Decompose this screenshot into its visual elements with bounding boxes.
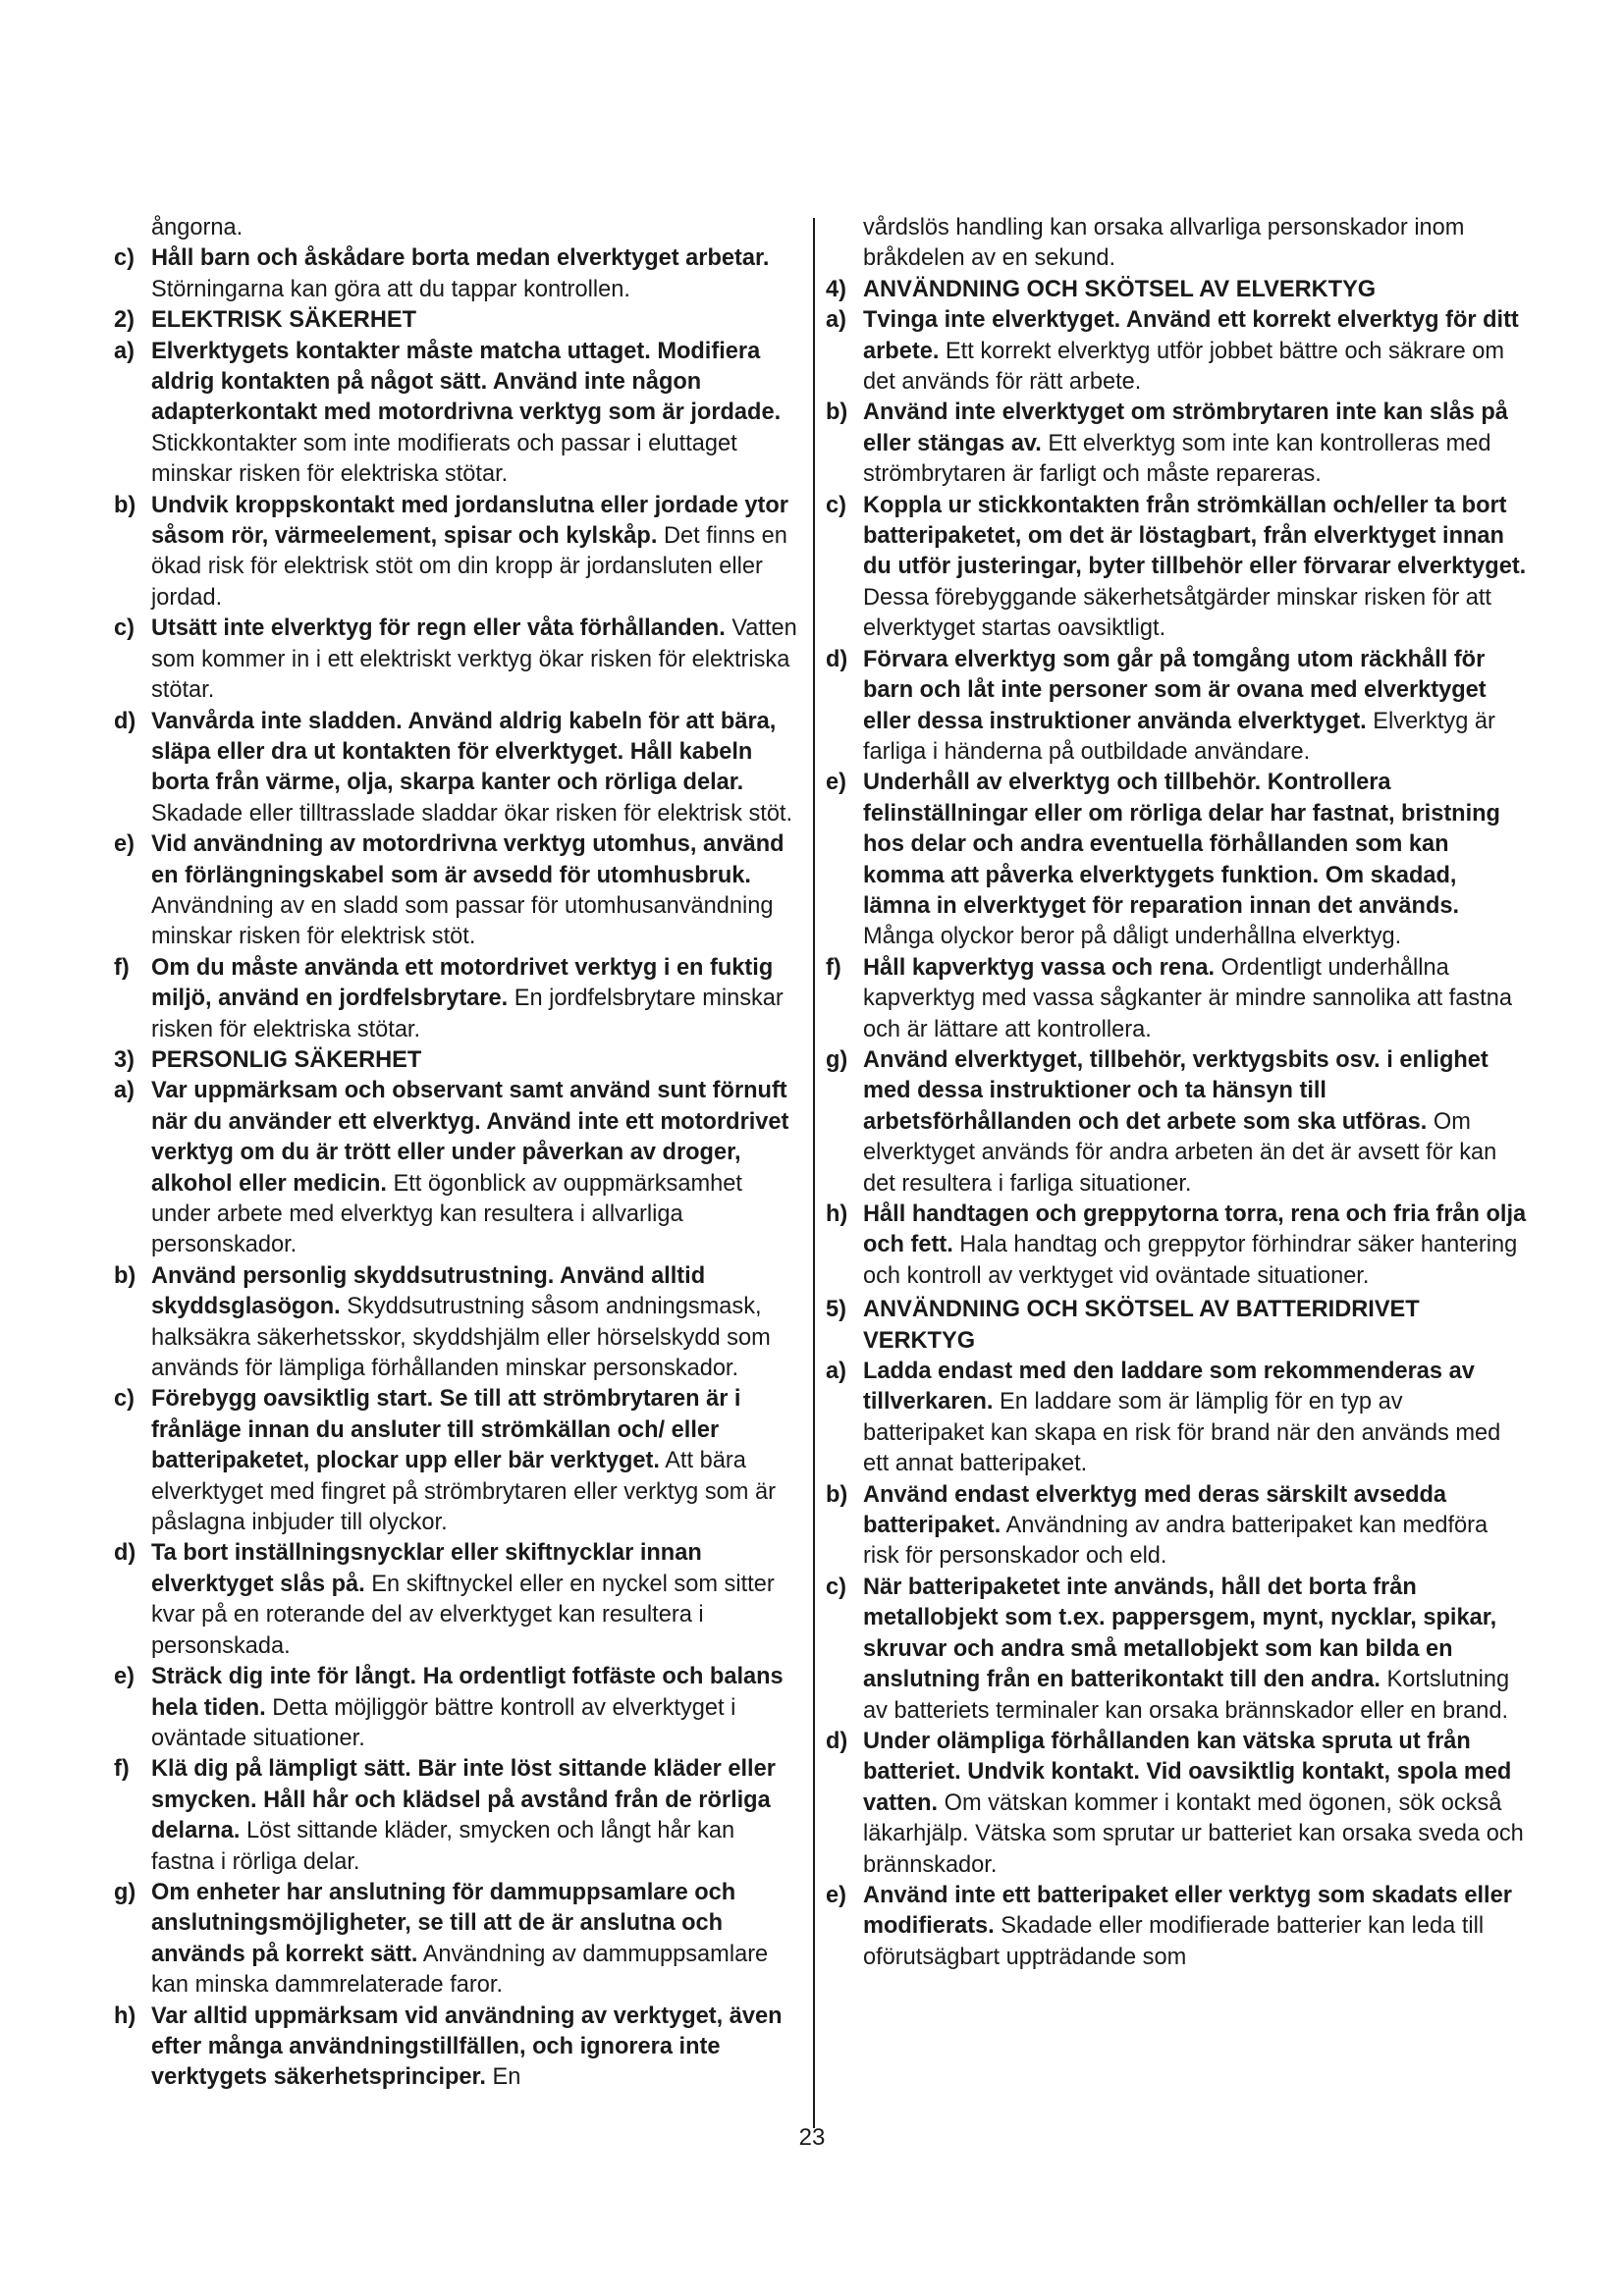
item-label: e) [826, 1882, 846, 1908]
section-heading [826, 1295, 1528, 1357]
item-bold: Klä dig på lämpligt sätt. Bär inte löst sittande kläder eller smycken. Håll hår och klädsel på avstånd från de rörliga delarna. [151, 1756, 776, 1844]
list-item [826, 305, 1528, 398]
item-text: Ett korrekt elverktyg utför jobbet bättre och säkrare om det används för rätt arbete. [863, 338, 1505, 396]
item-label: h) [114, 2002, 136, 2029]
list-item [114, 491, 801, 614]
list-item [826, 1881, 1528, 1973]
item-bold: Använd personlig skyddsutrustning. Använd alltid skyddsglasögon. [151, 1262, 706, 1320]
item-bold: Förebygg oavsiktlig start. Se till att strömbrytaren är i frånläge innan du ansluter till strömkällan och/ eller batteripaketet, plockar upp eller bär verktyget. [151, 1386, 741, 1474]
item-bold: Ta bort inställningsnycklar eller skiftnycklar innan elverktyget slås på. [151, 1540, 702, 1597]
list-item [826, 1045, 1528, 1200]
item-text: Dessa förebyggande säkerhetsåtgärder minskar risken för att elverktyget startas oavsiktligt. [863, 584, 1491, 642]
item-text: Många olyckor beror på dåligt underhållna elverktyg. [863, 924, 1402, 950]
item-text: Vatten som kommer in i ett elektriskt verktyg ökar risken för elektriska stötar. [151, 615, 797, 704]
item-bold: Om du måste använda ett motordrivet verktyg i en fuktig miljö, använd en jordfelsbrytare. [151, 954, 774, 1012]
item-text: Störningarna kan göra att du tappar kontrollen. [151, 276, 630, 302]
item-label: b) [114, 492, 136, 518]
item-bold: Ladda endast med den laddare som rekommenderas av tillverkaren. [863, 1359, 1475, 1415]
list-item [826, 768, 1528, 952]
item-label: b) [114, 1262, 136, 1289]
item-bold: Använd elverktyget, tillbehör, verktygsbits osv. i enlighet med dessa instruktioner och ta hänsyn till arbetsförhållanden och det arbete som ska utföras. [863, 1046, 1489, 1135]
item-label: c) [114, 1386, 135, 1413]
item-text: Löst sittande kläder, smycken och långt hår kan fastna i rörliga delar. [151, 1818, 735, 1875]
item-label: f) [114, 1756, 130, 1783]
page-number: 23 [798, 2124, 826, 2151]
item-text: Skyddsutrustning såsom andningsmask, halksäkra säkerhetsskor, skyddshjälm eller hörselskydd som används för lämpliga förhållanden minskar personskador. [151, 1294, 771, 1382]
item-bold: Använd endast elverktyg med deras särskilt avsedda batteripaket. [863, 1481, 1447, 1539]
list-item [826, 1727, 1528, 1881]
list-item [114, 337, 801, 491]
item-label: d) [826, 646, 848, 672]
item-label: e) [114, 831, 135, 858]
list-item [114, 829, 801, 953]
item-label: f) [114, 954, 130, 981]
item-label: f) [826, 954, 841, 981]
item-bold: Håll kapverktyg vassa och rena. [863, 954, 1216, 981]
item-bold: Var alltid uppmärksam vid användning av verktyget, även efter många användningstillfällen, och ignorera inte verktygets säkerhetsprinciper. [151, 2002, 783, 2091]
list-item [114, 1076, 801, 1260]
item-bold: Elverktygets kontakter måste matcha uttaget. Modifiera aldrig kontakten på något sätt. Använd inte någon adapterkontakt med motordrivna verktyg som är jordade. [151, 338, 782, 426]
list-item [826, 1200, 1528, 1292]
item-label: h) [826, 1201, 848, 1227]
list-item [826, 953, 1528, 1045]
list-item [114, 1662, 801, 1754]
right-column [826, 213, 1528, 1973]
item-bold: Undvik kroppskontakt med jordanslutna eller jordade ytor såsom rör, värmeelement, spisar och kylskåp. [151, 492, 788, 550]
section-title: PERSONLIG SÄKERHET [151, 1046, 422, 1073]
section-title: ANVÄNDNING OCH SKÖTSEL AV BATTERIDRIVET VERKTYG [863, 1297, 1420, 1354]
section-title: ANVÄNDNING OCH SKÖTSEL AV ELVERKTYG [863, 276, 1377, 302]
list-item [114, 1261, 801, 1385]
item-text: En skiftnyckel eller en nyckel som sitter kvar på en roterande del av elverktyget kan resultera i personskada. [151, 1571, 775, 1659]
item-bold: Koppla ur stickkontakten från strömkällan och/eller ta bort batteripaketet, om det är löstagbart, från elverktyget innan du utför justeringar, byter tillbehör eller förvarar elverktyget. [863, 492, 1527, 580]
item-label: a) [826, 1359, 846, 1385]
section-number: 2) [114, 307, 135, 334]
item-bold: Vanvårda inte sladden. Använd aldrig kabeln för att bära, släpa eller dra ut kontakten för elverktyget. Håll kabeln borta från värme, olja, skarpa kanter och rörliga delar. [151, 708, 777, 796]
list-item [114, 1384, 801, 1538]
item-bold: Håll barn och åskådare borta medan elverktyget arbetar. [151, 245, 770, 272]
item-text: En jordfelsbrytare minskar risken för elektriska stötar. [151, 986, 784, 1042]
column-divider [813, 218, 815, 2128]
item-text: Ett elverktyg som inte kan kontrolleras med strömbrytaren är farligt och måste repareras. [863, 430, 1491, 488]
item-bold: Underhåll av elverktyg och tillbehör. Kontrollera felinställningar eller om rörliga delar har fastnat, bristning hos delar och andra eventuella förhållanden som kan komma att påverka elverktygets funktion. Om skadad, lämna in elverktyget för reparation innan det används. [863, 770, 1500, 919]
item-label: c) [114, 245, 135, 272]
item-bold: Sträck dig inte för långt. Ha ordentligt fotfäste och balans hela tiden. [151, 1664, 784, 1721]
section-heading [826, 275, 1528, 305]
list-item [114, 614, 801, 706]
item-label: e) [114, 1664, 135, 1690]
item-label: c) [826, 1574, 846, 1600]
item-bold: Tvinga inte elverktyget. Använd ett korrekt elverktyg för ditt arbete. [863, 307, 1519, 364]
list-item [114, 243, 801, 305]
section-heading [114, 1045, 801, 1076]
item-text: Det finns en ökad risk för elektrisk stöt om din kropp är jordansluten eller jordad. [151, 523, 787, 611]
item-text: Skadade eller modifierade batterier kan leda till oförutsägbart uppträdande som [863, 1913, 1485, 1970]
list-item [114, 1538, 801, 1662]
section-number: 4) [826, 276, 846, 302]
item-text: Om vätskan kommer i kontakt med ögonen, sök också läkarhjälp. Vätska som sprutar ur batteriet kan orsaka sveda och brännskador. [863, 1789, 1524, 1878]
item-label: b) [826, 1481, 848, 1508]
item-label: b) [826, 400, 848, 426]
section-number: 3) [114, 1046, 135, 1073]
item-bold: Var uppmärksam och observant samt använd sunt förnuft när du använder ett elverktyg. Använd inte ett motordrivet verktyg om du är trött eller under påverkan av droger, alkohol eller medicin. [151, 1078, 789, 1197]
item-bold: När batteripaketet inte används, håll det borta från metallobjekt som t.ex. pappersgem, mynt, nycklar, spikar, skruvar och andra små metallobjekt som kan bilda en anslutning från en batterikontakt till den andra. [863, 1574, 1497, 1693]
item-label: c) [826, 492, 846, 518]
item-bold: Om enheter har anslutning för dammuppsamlare och anslutningsmöjligheter, se till att de är anslutna och används på korrekt sätt. [151, 1879, 736, 1967]
item-label: a) [826, 307, 846, 334]
item-text: Ett ögonblick av ouppmärksamhet under arbete med elverktyg kan resultera i allvarliga personskador. [151, 1170, 742, 1258]
item-text: Detta möjliggör bättre kontroll av elverktyget i oväntade situationer. [151, 1694, 736, 1751]
item-bold: Utsätt inte elverktyg för regn eller våta förhållanden. [151, 615, 726, 642]
item-bold: Använd inte elverktyget om strömbrytaren inte kan slås på eller stängas av. [863, 400, 1508, 456]
list-item [826, 398, 1528, 490]
item-label: c) [114, 615, 135, 642]
item-label: g) [826, 1046, 848, 1073]
item-label: d) [114, 1540, 136, 1567]
item-bold: Använd inte ett batteripaket eller verktyg som skadats eller modifierats. [863, 1882, 1512, 1940]
item-text: Elverktyg är farliga i händerna på outbildade användare. [863, 708, 1495, 765]
item-label: d) [114, 708, 136, 734]
item-label: g) [114, 1879, 136, 1905]
list-item [826, 491, 1528, 645]
item-label: e) [826, 770, 846, 796]
item-label: a) [114, 338, 135, 364]
item-text: Stickkontakter som inte modifierats och passar i eluttaget minskar risken för elektriska stötar. [151, 430, 737, 488]
continued-text: vårdslös handling kan orsaka allvarliga personskador inom bråkdelen av en sekund. [863, 215, 1465, 272]
list-item [826, 645, 1528, 769]
item-label: a) [114, 1078, 135, 1104]
item-bold: Förvara elverktyg som går på tomgång utom räckhåll för barn och låt inte personer som är ovana med elverktyget eller dessa instruktioner använda elverktyget. [863, 646, 1487, 734]
item-text: En [485, 2064, 521, 2091]
list-item [114, 2002, 801, 2094]
item-text: Användning av andra batteripaket kan medföra risk för personskador och eld. [863, 1513, 1489, 1570]
item-bold: Vid användning av motordrivna verktyg utomhus, använd en förlängningskabel som är avsedd för utomhusbruk. [151, 831, 785, 888]
item-text: Skadade eller tilltrasslade sladdar ökar risken för elektrisk stöt. [151, 800, 793, 827]
list-item [826, 1480, 1528, 1573]
list-item [114, 1878, 801, 2002]
item-label: d) [826, 1728, 848, 1754]
section-heading [114, 305, 801, 336]
list-item [114, 707, 801, 830]
section-number: 5) [826, 1297, 846, 1323]
item-text: En laddare som är lämplig för en typ av batteripaket kan skapa en risk för brand när den används med ett annat batteripaket. [863, 1389, 1501, 1477]
list-item [114, 953, 801, 1045]
item-bold: Håll handtagen och greppytorna torra, rena och fria från olja och fett. [863, 1201, 1527, 1258]
item-text: Användning av en sladd som passar för utomhusanvändning minskar risken för elektrisk stöt. [151, 892, 774, 950]
list-item [826, 1573, 1528, 1727]
left-column [114, 213, 801, 2094]
item-text: Hala handtag och greppytor förhindrar säker hantering och kontroll av verktyget vid oväntade situationer. [863, 1232, 1518, 1289]
item-text: Om elverktyget används för andra arbeten än det är avsett för kan det resultera i farliga situationer. [863, 1108, 1497, 1197]
continued-text: ångorna. [151, 215, 244, 240]
section-title: ELEKTRISK SÄKERHET [151, 307, 417, 334]
item-text: Användning av dammuppsamlare kan minska dammrelaterade faror. [151, 1941, 769, 1999]
item-text: Kortslutning av batteriets terminaler kan orsaka brännskador eller en brand. [863, 1667, 1510, 1724]
item-bold: Under olämpliga förhållanden kan vätska spruta ut från batteriet. Undvik kontakt. Vid oavsiktlig kontakt, spola med vatten. [863, 1728, 1512, 1816]
item-text: Ordentligt underhållna kapverktyg med vassa sågkanter är mindre sannolika att fastna och är lättare att kontrollera. [863, 954, 1512, 1042]
list-item [826, 1357, 1528, 1480]
list-item [114, 1754, 801, 1878]
item-text: Att bära elverktyget med fingret på strömbrytaren eller verktyg som är påslagna inbjuder till olyckor. [151, 1448, 776, 1536]
